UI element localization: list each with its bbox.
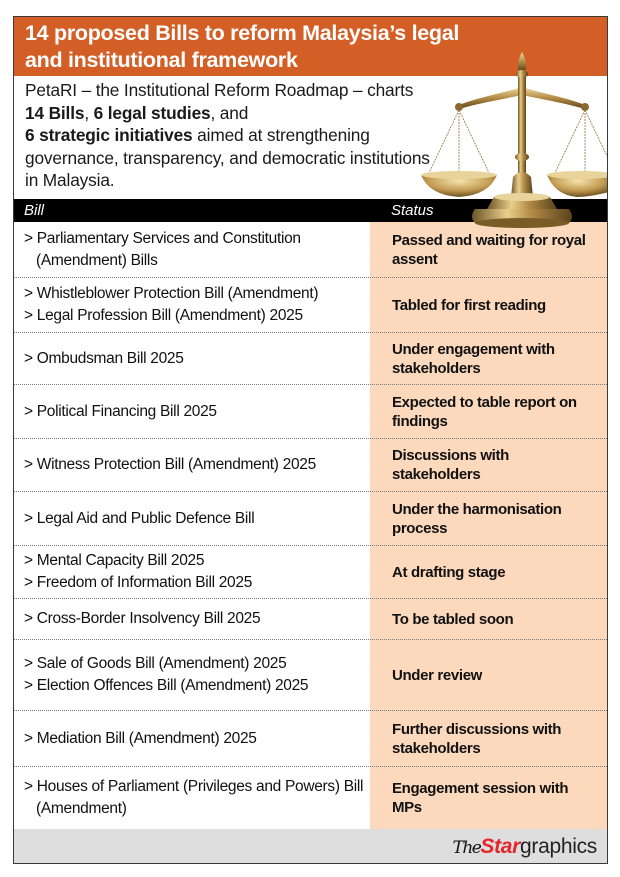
infographic-card [13, 16, 608, 864]
the-star-graphics-logo [453, 835, 598, 860]
table-row [14, 278, 607, 333]
status-cell: Expected to table report on findings [392, 393, 577, 430]
status-cell: Further discussions with stakeholders [392, 720, 562, 757]
table-row [14, 546, 607, 599]
bill-name: > Election Offences Bill (Amendment) 2025 [24, 677, 309, 694]
status-cell: Under review [392, 666, 483, 684]
bill-name: > Cross-Border Insolvency Bill 2025 [24, 610, 261, 627]
intro-text-2: , and [210, 102, 249, 123]
bill-cell [24, 385, 364, 438]
bill-name: > Ombudsman Bill 2025 [24, 349, 184, 367]
bill-name: > Freedom of Information Bill 2025 [24, 574, 253, 591]
table-row [14, 767, 607, 829]
bill-cell [24, 492, 364, 545]
status-cell: To be tabled soon [392, 610, 514, 628]
intro-text-3: aimed at strengthening governance, transparency, and democratic institutions in Malaysia. [25, 125, 430, 191]
footer-bar [14, 829, 607, 864]
table-row [14, 711, 607, 767]
logo-graphics: graphics [520, 835, 597, 858]
bill-name: > Witness Protection Bill (Amendment) 2025 [24, 456, 316, 473]
bill-name: > Houses of Parliament (Privileges and Powers) Bill (Amendment) [24, 778, 364, 817]
bill-name: > Legal Aid and Public Defence Bill [24, 509, 255, 527]
bill-cell [24, 546, 364, 598]
bill-cell [24, 333, 364, 384]
intro-bold-bills: 14 Bills [25, 102, 85, 123]
table-row [14, 640, 607, 711]
bill-name: > Political Financing Bill 2025 [24, 402, 217, 420]
status-cell: Under the harmonisation process [392, 500, 562, 537]
table-row [14, 599, 607, 640]
intro-sep: , [84, 102, 94, 123]
intro-text-1: PetaRI – the Institutional Reform Roadmap – charts [25, 80, 414, 100]
bill-cell [24, 640, 364, 710]
status-cell: At drafting stage [392, 563, 506, 581]
table-row [14, 385, 607, 439]
table-row [14, 492, 607, 546]
logo-star: Star [480, 835, 521, 858]
header-bill: Bill [24, 202, 45, 219]
title-line-2: and institutional framework [25, 48, 298, 72]
intro-bold-studies: 6 legal studies [93, 102, 211, 123]
table-row [14, 333, 607, 385]
header-status: Status [391, 202, 434, 219]
bill-cell [24, 711, 364, 766]
status-cell: Discussions with stakeholders [392, 447, 509, 483]
bill-cell [24, 767, 364, 829]
scales-of-justice-icon [409, 47, 608, 232]
bill-cell [24, 599, 364, 639]
intro-paragraph [25, 79, 435, 192]
bill-name: > Legal Profession Bill (Amendment) 2025 [24, 307, 303, 324]
bill-cell [24, 278, 364, 332]
status-cell: Under engagement with stakeholders [392, 340, 555, 377]
bill-name: > Mediation Bill (Amendment) 2025 [24, 729, 257, 747]
table-row [14, 439, 607, 492]
status-cell: Engagement session with MPs [392, 780, 569, 816]
bill-name: > Mental Capacity Bill 2025 [24, 552, 205, 569]
status-cell: Passed and waiting for royal assent [392, 231, 586, 268]
bill-name: > Whistleblower Protection Bill (Amendment) [24, 285, 319, 302]
bill-name: > Parliamentary Services and Constitution (Amendment) Bills [24, 229, 301, 269]
bill-cell [24, 439, 364, 491]
table-row [14, 222, 607, 278]
title-line-1: 14 proposed Bills to reform Malaysia’s legal [25, 21, 460, 45]
bill-name: > Sale of Goods Bill (Amendment) 2025 [24, 655, 287, 672]
logo-the: The [452, 838, 481, 858]
intro-bold-initiatives: 6 strategic initiatives [25, 125, 193, 146]
bill-cell [24, 222, 364, 277]
status-cell: Tabled for first reading [392, 296, 546, 314]
